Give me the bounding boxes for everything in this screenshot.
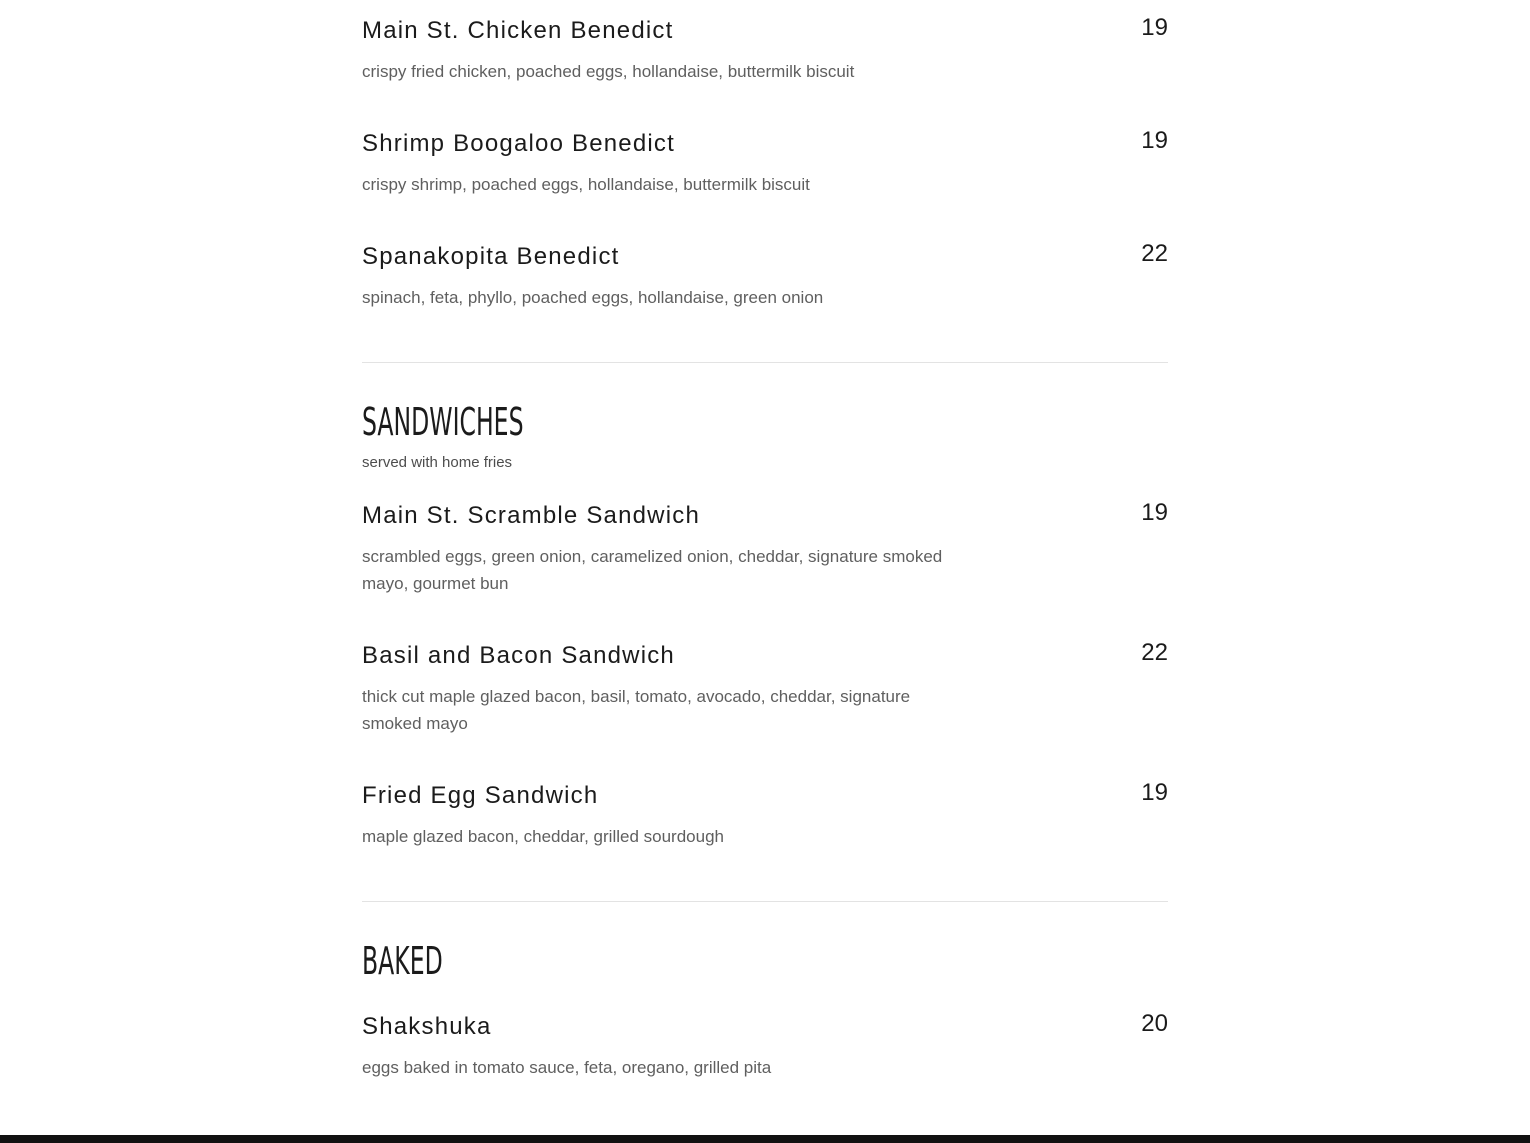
- section-title: BAKED: [362, 939, 443, 983]
- item-name: Main St. Scramble Sandwich: [362, 502, 700, 529]
- item-description: maple glazed bacon, cheddar, grilled sourdough: [362, 827, 724, 846]
- item-name: Shakshuka: [362, 1013, 492, 1040]
- item-price: 22: [1141, 639, 1168, 666]
- item-price: 20: [1141, 1010, 1168, 1037]
- item-price: 19: [1141, 127, 1168, 154]
- item-name: Shrimp Boogaloo Benedict: [362, 130, 675, 157]
- item-description: eggs baked in tomato sauce, feta, oregano, grilled pita: [362, 1058, 772, 1077]
- item-name: Spanakopita Benedict: [362, 243, 620, 270]
- item-description: thick cut maple glazed bacon, basil, tomato, avocado, cheddar, signature smoked mayo: [362, 687, 911, 733]
- footer-bar: [0, 1135, 1530, 1143]
- item-description: crispy shrimp, poached eggs, hollandaise, buttermilk biscuit: [362, 175, 810, 194]
- item-description: spinach, feta, phyllo, poached eggs, hollandaise, green onion: [362, 288, 824, 307]
- item-name: Fried Egg Sandwich: [362, 782, 599, 809]
- item-description: crispy fried chicken, poached eggs, hollandaise, buttermilk biscuit: [362, 62, 855, 81]
- item-price: 19: [1141, 14, 1168, 41]
- item-name: Main St. Chicken Benedict: [362, 17, 674, 44]
- item-name: Basil and Bacon Sandwich: [362, 642, 675, 669]
- item-price: 22: [1141, 240, 1168, 267]
- item-price: 19: [1141, 779, 1168, 806]
- item-price: 19: [1141, 499, 1168, 526]
- section-note: served with home fries: [362, 454, 513, 471]
- section-title: SANDWICHES: [362, 400, 524, 444]
- section-divider: [362, 901, 1168, 902]
- item-description: scrambled eggs, green onion, caramelized onion, cheddar, signature smoked mayo, gourmet bun: [362, 547, 943, 593]
- section-divider: [362, 362, 1168, 363]
